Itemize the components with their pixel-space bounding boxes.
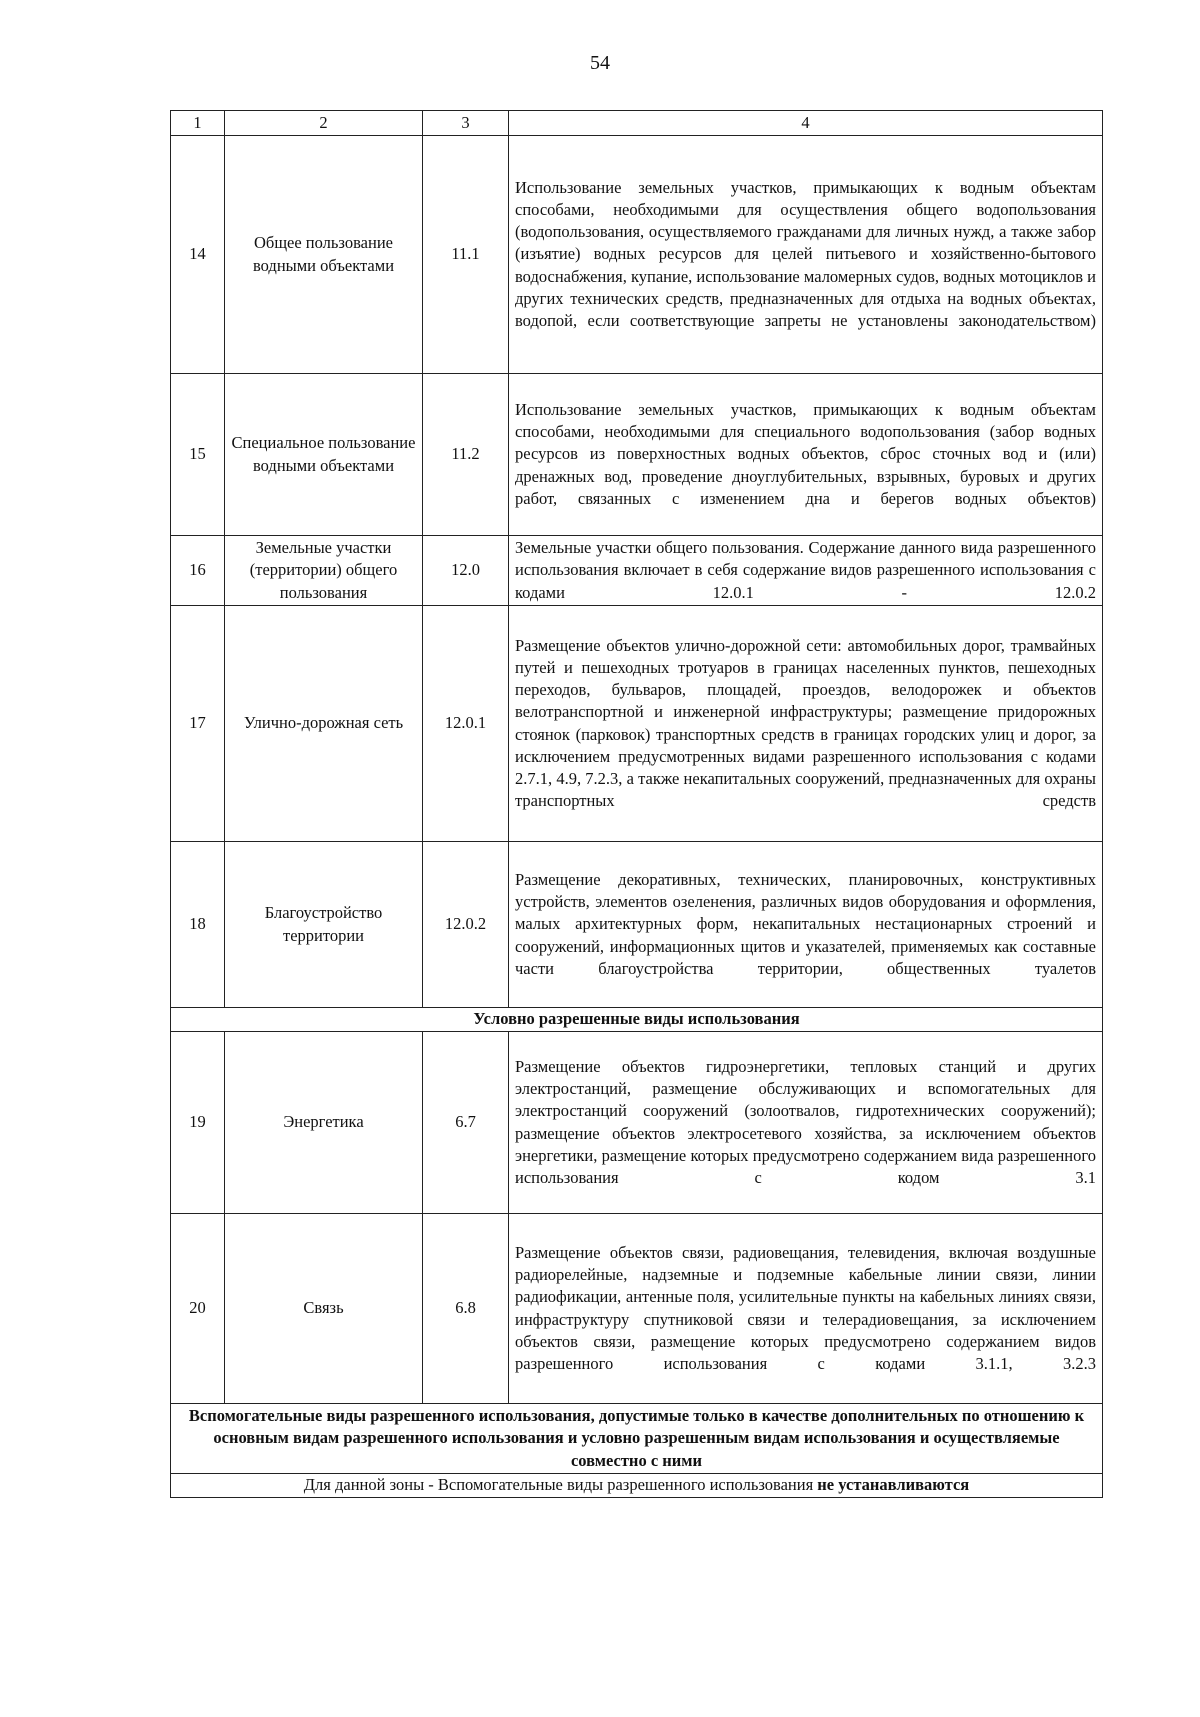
use-code: 11.1	[423, 136, 509, 374]
table-header-row	[171, 111, 1103, 136]
note-row	[171, 1474, 1103, 1498]
use-description: Использование земельных участков, примыкающих к водным объектам способами, необходимыми для осуществления общего водопользования (водопользования, осуществляемого гражданами для личных нужд, а также забор (изъятие) водных ресурсов для целей питьевого и хозяйственно-бытового водоснабжения, купание, использование маломерных судов, водных мотоциклов и других технических средств, предназначенных для отдыха на водных объектах, водопой, если соответствующие запреты не установлены законодательством)	[509, 136, 1103, 374]
section-row	[171, 1404, 1103, 1474]
use-code: 6.7	[423, 1032, 509, 1214]
use-code: 12.0	[423, 536, 509, 606]
header-col-3: 3	[423, 111, 509, 136]
page-number: 54	[590, 52, 610, 74]
use-name: Общее пользование водными объектами	[225, 136, 423, 374]
use-code: 12.0.2	[423, 842, 509, 1008]
header-col-4: 4	[509, 111, 1103, 136]
header-col-2: 2	[225, 111, 423, 136]
use-description: Размещение объектов улично-дорожной сети: автомобильных дорог, трамвайных путей и пешеходных тротуаров в границах населенных пунктов, пешеходных переходов, бульваров, площадей, проездов, велодорожек и объектов велотранспортной и инженерной инфраструктуры; размещение придорожных стоянок (парковок) транспортных средств в границах городских улиц и дорог, за исключением предусмотренных видами разрешенного использования с кодами 2.7.1, 4.9, 7.2.3, а также некапитальных сооружений, предназначенных для охраны транспортных средств	[509, 606, 1103, 842]
row-number: 19	[171, 1032, 225, 1214]
table-row	[171, 1214, 1103, 1404]
use-code: 12.0.1	[423, 606, 509, 842]
use-description: Размещение объектов гидроэнергетики, тепловых станций и других электростанций, размещение обслуживающих и вспомогательных для электростанций сооружений (золоотвалов, гидротехнических сооружений); размещение объектов электросетевого хозяйства, за исключением объектов энергетики, размещение которых предусмотрено содержанием вида разрешенного использования с кодом 3.1	[509, 1032, 1103, 1214]
section-row	[171, 1008, 1103, 1032]
row-number: 17	[171, 606, 225, 842]
use-name: Энергетика	[225, 1032, 423, 1214]
use-code: 6.8	[423, 1214, 509, 1404]
note-emphasis: не устанавливаются	[817, 1475, 970, 1495]
row-number: 15	[171, 374, 225, 536]
use-description: Размещение объектов связи, радиовещания, телевидения, включая воздушные радиорелейные, надземные и подземные кабельные линии связи, линии радиофикации, антенные поля, усилительные пункты на кабельных линиях связи, инфраструктуру спутниковой связи и телерадиовещания, за исключением объектов связи, размещение которых предусмотрено содержанием видов разрешенного использования с кодами 3.1.1, 3.2.3	[509, 1214, 1103, 1404]
row-number: 18	[171, 842, 225, 1008]
row-number: 20	[171, 1214, 225, 1404]
auxiliary-uses-heading: Вспомогательные виды разрешенного использования, допустимые только в качестве дополнительных по отношению к основным видам разрешенного использования и условно разрешенным видам использования и осуществляемые совместно с ними	[171, 1404, 1103, 1474]
use-name: Улично-дорожная сеть	[225, 606, 423, 842]
note-prefix: Для данной зоны - Вспомогательные виды разрешенного использования	[303, 1475, 818, 1495]
row-number: 16	[171, 536, 225, 606]
table-row	[171, 606, 1103, 842]
use-code: 11.2	[423, 374, 509, 536]
table-row	[171, 842, 1103, 1008]
header-col-1: 1	[171, 111, 225, 136]
use-description: Размещение декоративных, технических, планировочных, конструктивных устройств, элементов озеленения, различных видов оборудования и оформления, малых архитектурных форм, некапитальных нестационарных строений и сооружений, информационных щитов и указателей, применяемых как составные части благоустройства территории, общественных туалетов	[509, 842, 1103, 1008]
conditional-uses-heading: Условно разрешенные виды использования	[171, 1008, 1103, 1032]
auxiliary-uses-note	[171, 1474, 1103, 1498]
table-row	[171, 374, 1103, 536]
table-row	[171, 1032, 1103, 1214]
row-number: 14	[171, 136, 225, 374]
use-name: Связь	[225, 1214, 423, 1404]
use-name: Благоустройство территории	[225, 842, 423, 1008]
use-name: Земельные участки (территории) общего пользования	[225, 536, 423, 606]
use-description: Земельные участки общего пользования. Содержание данного вида разрешенного использования включает в себя содержание видов разрешенного использования с кодами 12.0.1 - 12.0.2	[509, 536, 1103, 606]
land-use-table	[170, 110, 1103, 1498]
table-row	[171, 536, 1103, 606]
use-name: Специальное пользование водными объектами	[225, 374, 423, 536]
use-description: Использование земельных участков, примыкающих к водным объектам способами, необходимыми для специального водопользования (забор водных ресурсов из поверхностных водных объектов, сброс сточных вод и (или) дренажных вод, проведение дноуглубительных, взрывных, буровых и других работ, связанных с изменением дна и берегов водных объектов)	[509, 374, 1103, 536]
table-row	[171, 136, 1103, 374]
